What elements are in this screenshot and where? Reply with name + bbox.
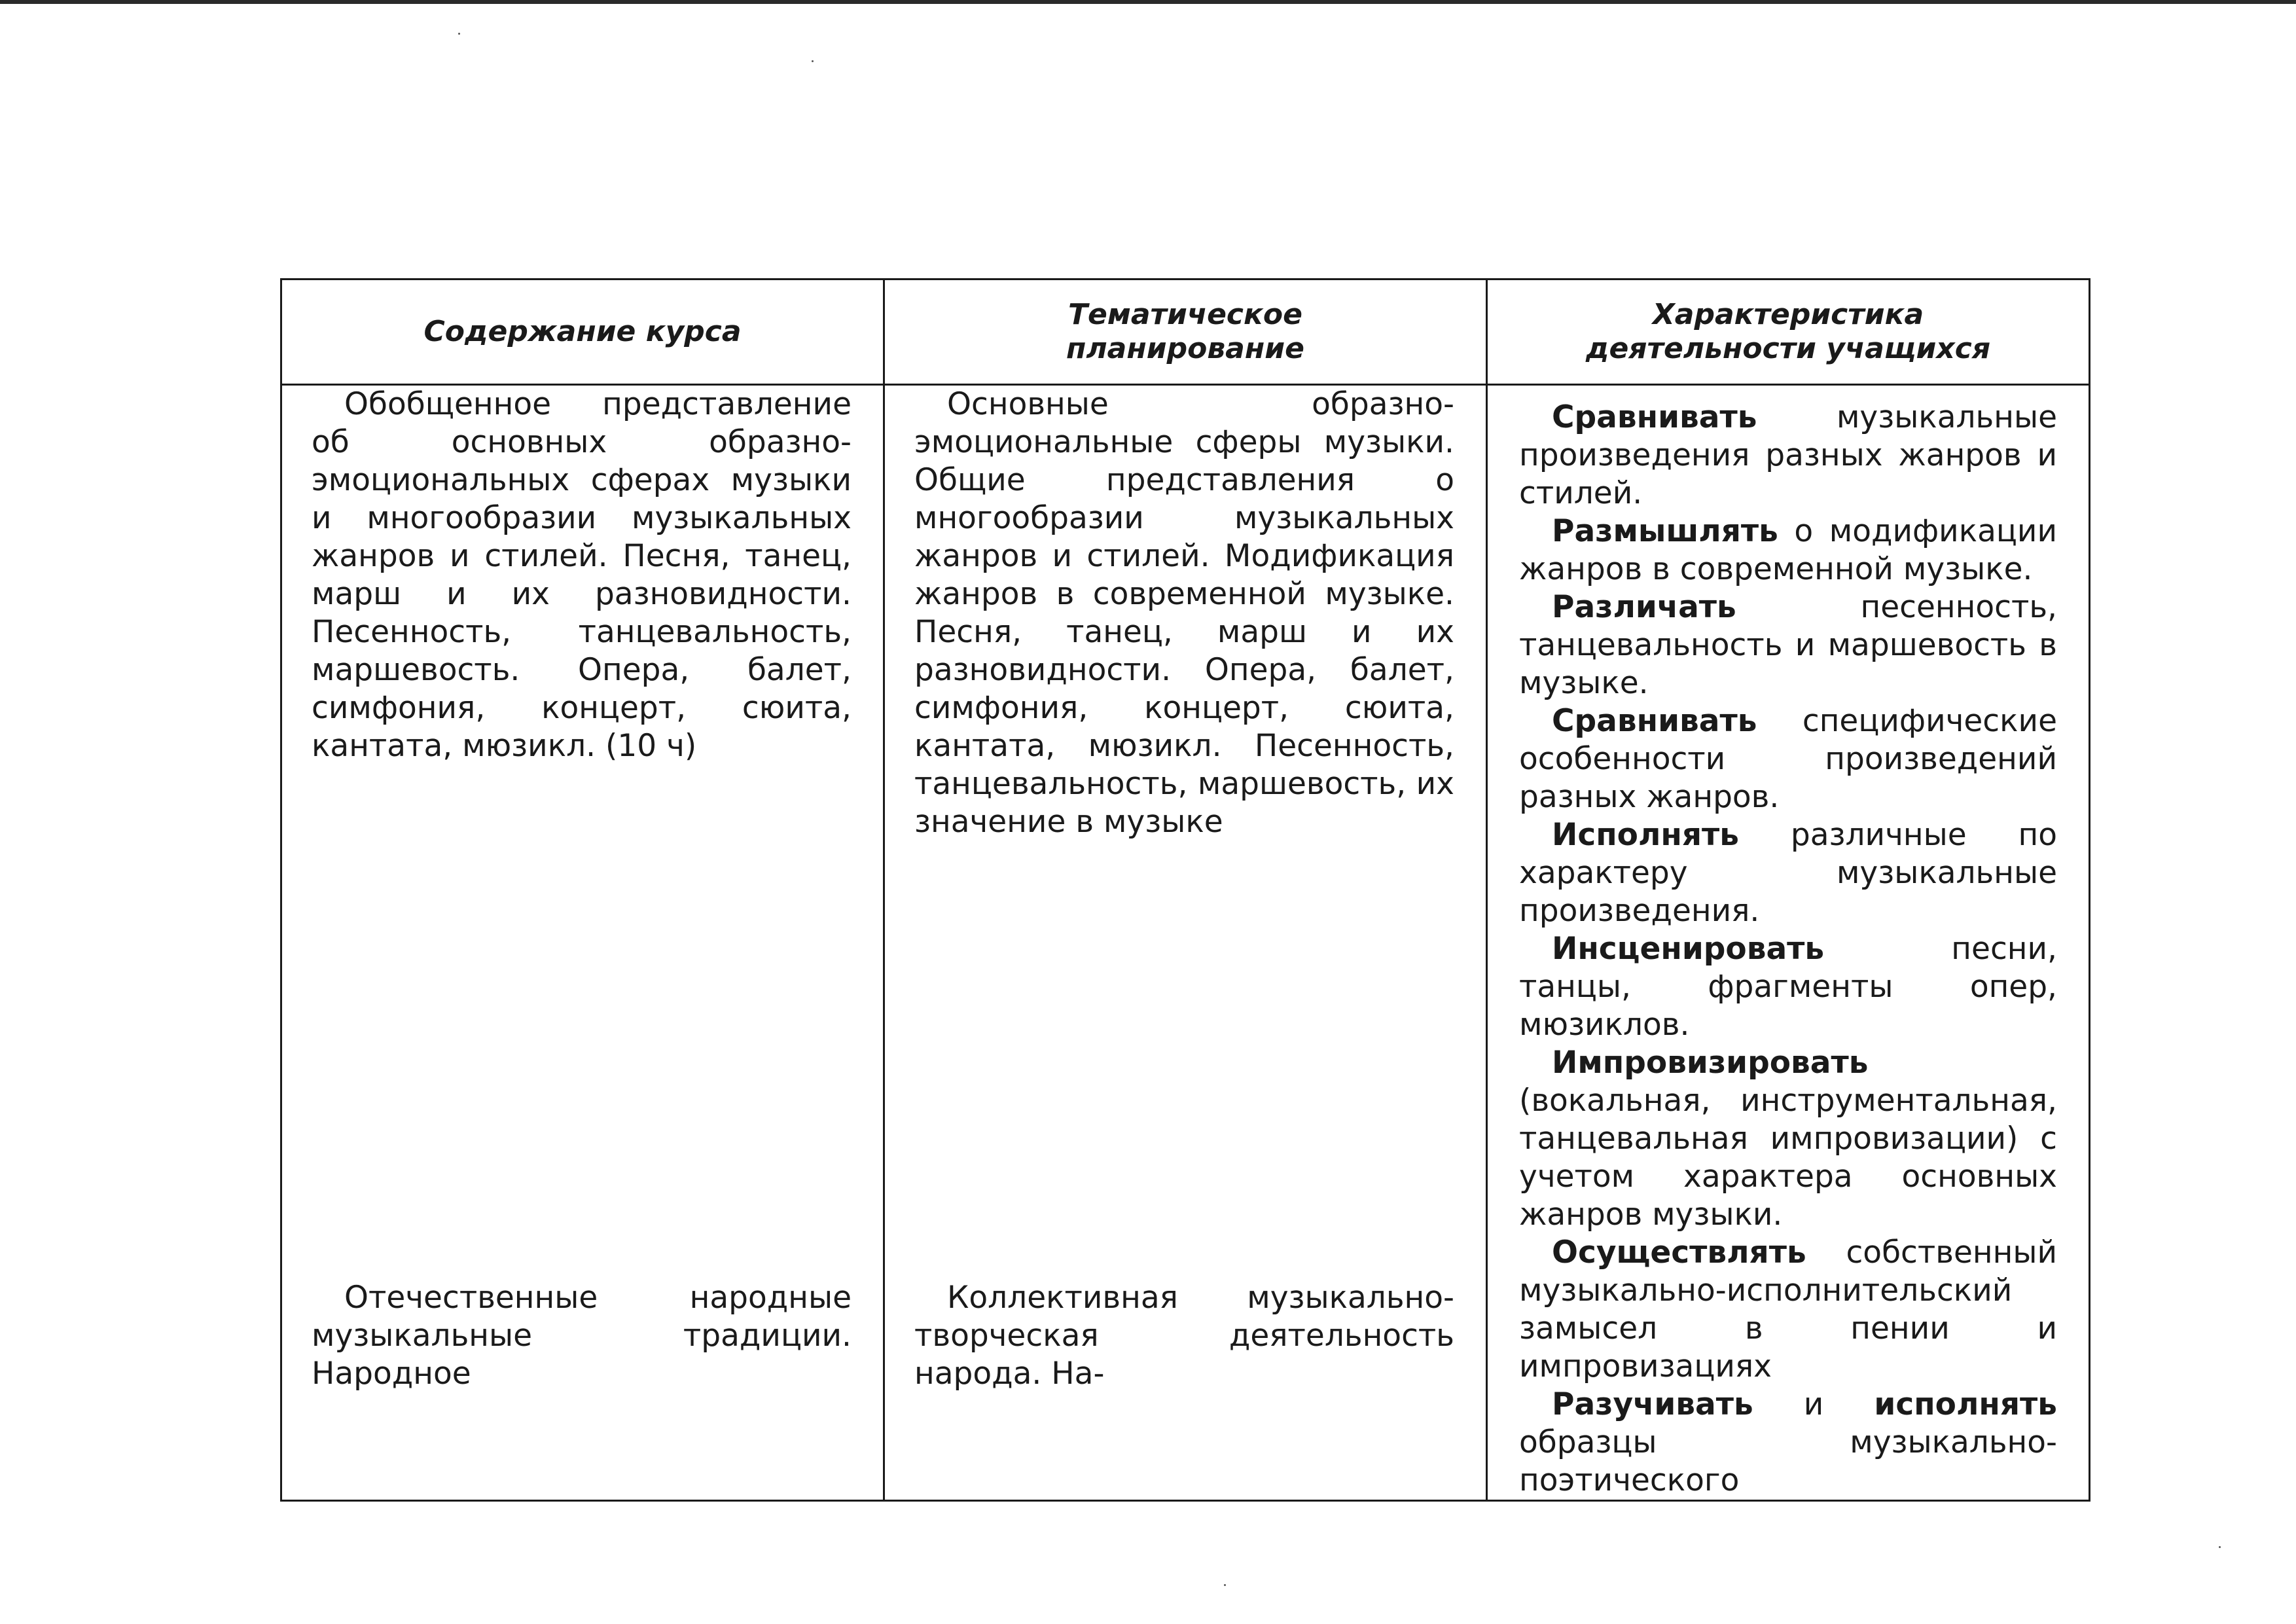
scan-speck (458, 33, 460, 35)
header-student-activity: Характеристика деятельности учащихся (1487, 280, 2090, 385)
scan-speck (812, 60, 814, 62)
activity-item: Импровизировать (вокальная, инструментальная, танцевальная импровизации) с учетом характера основных жанров музыки. (1519, 1045, 2057, 1233)
activity-item-last: Разучивать и исполнять образцы музыкально-поэтического (1519, 1386, 2057, 1498)
content-row (281, 385, 2090, 1501)
scan-speck (1224, 1584, 1226, 1586)
activity-item: Сравнивать музыкальные произведения разных жанров и стилей. (1519, 399, 2057, 511)
course-content-block-1: Обобщенное представление об основных образно-эмоциональных сферах музыки и многообразии музыкальных жанров и стилей. Песня, танец, марш и их разновидности. Песенность, танцевальность, маршевость. Опера, балет, симфония, концерт, сюита, кантата, мюзикл. (10 ч) (312, 386, 852, 764)
thematic-planning-block-2: Коллективная музыкально-творческая деятельность народа. На- (914, 1280, 1454, 1392)
curriculum-table (280, 278, 2090, 1502)
activity-item: Осуществлять собственный музыкально-исполнительский замысел в пении и импровизациях (1519, 1235, 2057, 1384)
header-course-content: Содержание курса (281, 280, 884, 385)
scan-top-edge (0, 0, 2296, 4)
thematic-planning-block-1: Основные образно-эмоциональные сферы музыки. Общие представления о многообразии музыкальных жанров и стилей. Модификация жанров в современной музыке. Песня, танец, марш и их разновидности. Опера, балет, симфония, концерт, сюита, кантата, мюзикл. Песенность, танцевальность, маршевость, их значение в музыке (914, 386, 1454, 840)
course-content-block-2: Отечественные народные музыкальные традиции. Народное (312, 1280, 852, 1392)
activity-item: Исполнять различные по характеру музыкальные произведения. (1519, 817, 2057, 929)
student-activity-cell (1487, 385, 2090, 1501)
header-row (281, 280, 2090, 385)
course-content-cell (281, 385, 884, 1501)
activity-item: Сравнивать специфические особенности произведений разных жанров. (1519, 703, 2057, 815)
activity-item: Различать песенность, танцевальность и маршевость в музыке. (1519, 589, 2057, 701)
activity-list (1488, 386, 2089, 1500)
thematic-planning-cell (884, 385, 1487, 1501)
header-thematic-planning: Тематическое планирование (884, 280, 1487, 385)
activity-item: Инсценировать песни, танцы, фрагменты опер, мюзиклов. (1519, 931, 2057, 1043)
activity-item: Размышлять о модификации жанров в современной музыке. (1519, 513, 2057, 587)
scan-speck (2219, 1546, 2221, 1548)
